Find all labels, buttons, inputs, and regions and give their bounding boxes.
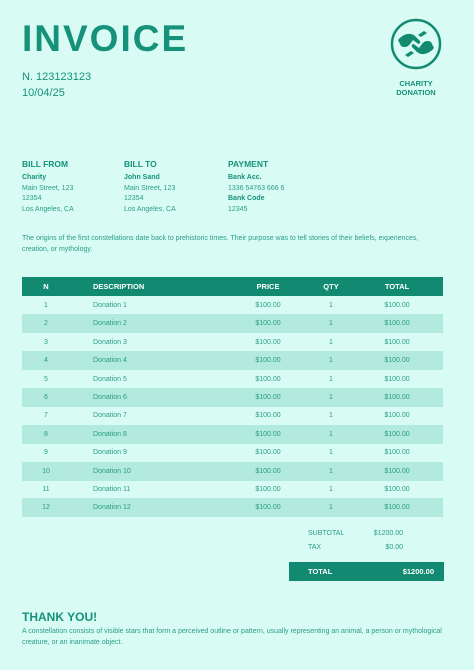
row-qty: 1 — [329, 357, 333, 365]
table-row — [22, 425, 443, 444]
row-number: 5 — [44, 375, 48, 383]
row-number: 11 — [42, 486, 50, 493]
table-row — [22, 480, 443, 499]
row-qty: 1 — [329, 449, 333, 457]
tax-value: $0.00 — [385, 544, 403, 551]
row-qty: 1 — [329, 302, 333, 309]
row-price: $100.00 — [255, 412, 281, 420]
bill-to-name: John Sand — [124, 174, 160, 181]
tax-label: TAX — [308, 544, 322, 551]
row-description: Donation 5 — [93, 375, 127, 383]
invoice-date: 10/04/25 — [22, 87, 65, 99]
row-number: 1 — [44, 302, 48, 309]
table-row — [22, 462, 443, 481]
row-qty: 1 — [329, 467, 333, 475]
row-price: $100.00 — [255, 430, 281, 438]
bank-code-label: Bank Code — [228, 195, 265, 202]
row-number: 7 — [44, 412, 48, 420]
bill-to-zip: 12354 — [124, 195, 144, 202]
table-header — [22, 277, 443, 296]
thank-you-heading: THANK YOU! — [22, 610, 98, 624]
row-number: 8 — [44, 430, 48, 438]
row-description: Donation 9 — [93, 449, 127, 457]
table-row — [22, 351, 443, 370]
row-description: Donation 3 — [93, 338, 127, 346]
row-qty: 1 — [329, 375, 333, 383]
row-qty: 1 — [329, 338, 333, 346]
row-description: Donation 12 — [93, 504, 131, 512]
row-qty: 1 — [329, 394, 333, 401]
row-qty: 1 — [329, 486, 333, 493]
row-price: $100.00 — [255, 504, 281, 512]
table-row — [22, 498, 443, 517]
table-row — [22, 333, 443, 352]
total-label: TOTAL — [308, 567, 333, 576]
row-description: Donation 10 — [93, 467, 131, 475]
row-price: $100.00 — [255, 449, 281, 457]
invoice-title: INVOICE — [22, 18, 189, 59]
helping-hands-icon — [390, 18, 442, 70]
row-total: $100.00 — [384, 302, 410, 309]
row-description: Donation 1 — [93, 302, 127, 309]
bill-to-address: Main Street, 123 — [124, 185, 176, 192]
row-number: 2 — [44, 320, 48, 328]
column-header-qty: QTY — [323, 282, 339, 291]
row-price: $100.00 — [255, 357, 281, 365]
invoice-number: N. 123123123 — [22, 71, 92, 83]
bank-acc-value: 1336 54763 666 6 — [228, 185, 285, 192]
row-total: $100.00 — [384, 357, 410, 365]
row-total: $100.00 — [384, 375, 410, 383]
row-description: Donation 7 — [93, 412, 127, 420]
row-price: $100.00 — [255, 302, 281, 309]
bill-from-address: Main Street, 123 — [22, 185, 74, 192]
bill-from-city: Los Angeles, CA — [22, 206, 74, 213]
subtotal-value: $1200.00 — [373, 530, 403, 537]
row-price: $100.00 — [255, 338, 281, 346]
row-description: Donation 4 — [93, 357, 127, 365]
closing-paragraph: A constellation consists of visible stars that form a perceived outline or pattern, usually representing an animal, a person or mythological creature, or an inanimate object. — [22, 628, 442, 646]
row-total: $100.00 — [384, 320, 410, 328]
column-header-total: TOTAL — [384, 282, 410, 291]
column-header-description: DESCRIPTION — [93, 282, 145, 291]
row-number: 4 — [44, 357, 48, 365]
logo-label-line2: DONATION — [396, 88, 436, 97]
row-price: $100.00 — [255, 486, 281, 493]
subtotal-label: SUBTOTAL — [308, 530, 345, 537]
total-value: $1200.00 — [402, 567, 434, 576]
row-number: 10 — [42, 467, 50, 475]
column-header-n: N — [43, 282, 49, 291]
row-total: $100.00 — [384, 467, 410, 475]
row-number: 3 — [44, 338, 48, 346]
row-qty: 1 — [329, 504, 333, 512]
row-total: $100.00 — [384, 449, 410, 457]
row-price: $100.00 — [255, 467, 281, 475]
row-description: Donation 2 — [93, 320, 127, 328]
bank-acc-label: Bank Acc. — [228, 174, 262, 181]
logo-label-line1: CHARITY — [399, 79, 433, 88]
table-row — [22, 406, 443, 425]
row-price: $100.00 — [255, 394, 281, 401]
row-total: $100.00 — [384, 486, 410, 493]
row-number: 9 — [44, 449, 48, 457]
row-description: Donation 6 — [93, 394, 127, 401]
table-row — [22, 370, 443, 389]
row-total: $100.00 — [384, 394, 410, 401]
table-row — [22, 314, 443, 333]
row-description: Donation 8 — [93, 430, 127, 438]
row-total: $100.00 — [384, 412, 410, 420]
intro-paragraph: The origins of the first constellations date back to prehistoric times. Their purpose was to tell stories of their beliefs, experiences, creation, or mythology. — [22, 235, 419, 253]
table-row — [22, 443, 443, 462]
total-bar — [289, 562, 444, 581]
payment-heading: PAYMENT — [228, 159, 269, 169]
row-number: 12 — [42, 504, 50, 512]
table-row — [22, 296, 443, 315]
bill-from-zip: 12354 — [22, 195, 42, 202]
row-qty: 1 — [329, 412, 333, 420]
row-price: $100.00 — [255, 320, 281, 328]
row-qty: 1 — [329, 430, 333, 438]
row-total: $100.00 — [384, 430, 410, 438]
bill-from-heading: BILL FROM — [22, 159, 69, 169]
column-header-price: PRICE — [256, 282, 280, 291]
table-row — [22, 388, 443, 407]
bill-from-name: Charity — [22, 174, 47, 181]
row-qty: 1 — [329, 320, 333, 328]
row-number: 6 — [44, 394, 48, 401]
row-total: $100.00 — [384, 338, 410, 346]
row-description: Donation 11 — [93, 486, 131, 493]
bill-to-city: Los Angeles, CA — [124, 206, 176, 213]
row-price: $100.00 — [255, 375, 281, 383]
row-total: $100.00 — [384, 504, 410, 512]
bill-to-heading: BILL TO — [124, 159, 157, 169]
bank-code-value: 12345 — [228, 206, 248, 213]
